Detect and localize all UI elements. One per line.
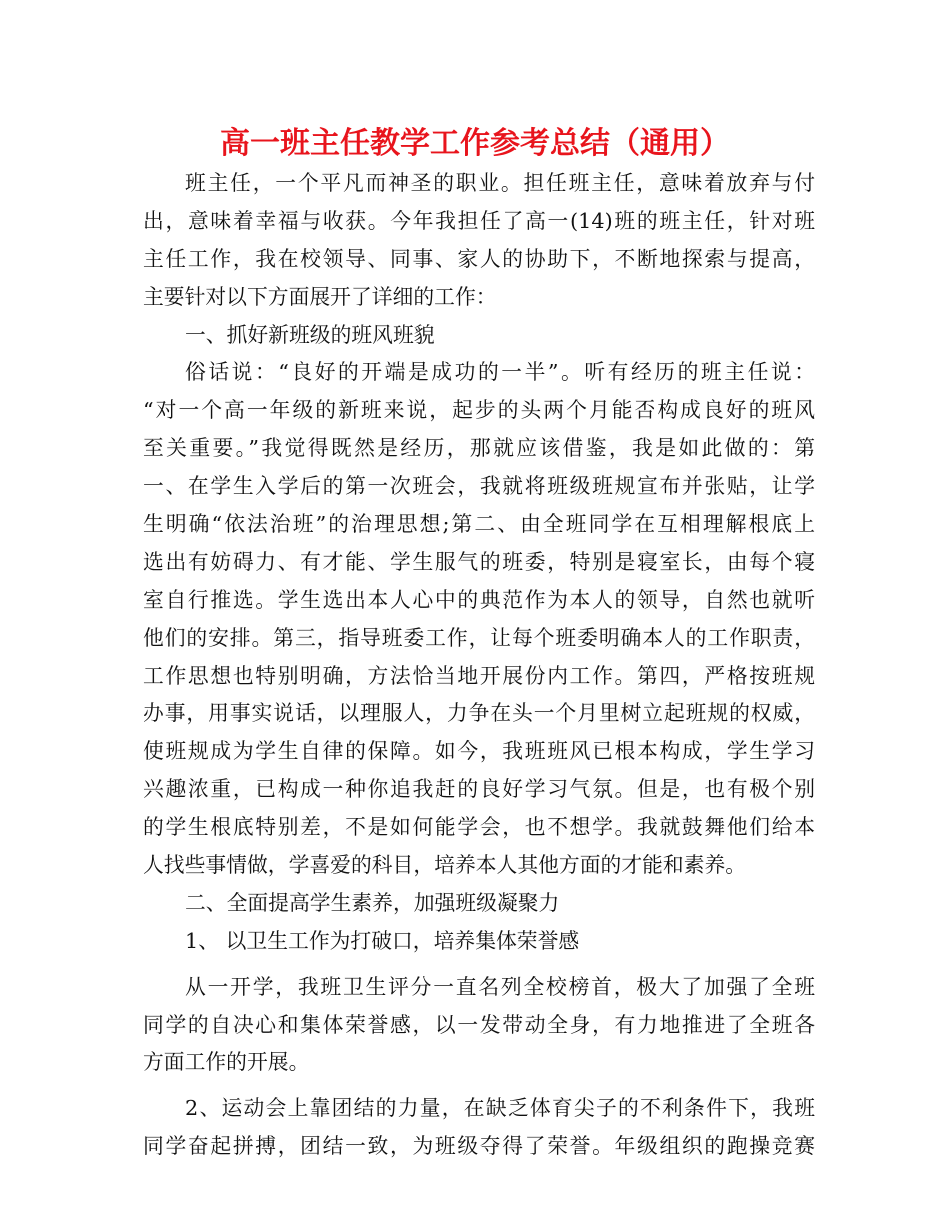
- paragraph-line: 班主任，一个平凡而神圣的职业。担任班主任，意味着放弃与付: [185, 171, 815, 195]
- paragraph-line: 2、运动会上靠团结的力量，在缺乏体育尖子的不利条件下，我班: [185, 1096, 815, 1121]
- section-heading: 二、全面提高学生素养，加强班级凝聚力: [185, 890, 560, 915]
- paragraph-line: 方面工作的开展。: [143, 1050, 310, 1075]
- paragraph-line: 办事，用事实说话，以理服人，力争在头一个月里树立起班规的权威，: [143, 701, 815, 726]
- paragraph-line: 工作思想也特别明确，方法恰当地开展份内工作。第四，严格按班规: [143, 663, 815, 688]
- paragraph-line: 兴趣浓重，已构成一种你追我赶的良好学习气氛。但是，也有极个别: [143, 777, 815, 802]
- paragraph-line: “对一个高一年级的新班来说，起步的头两个月能否构成良好的班风: [143, 398, 815, 423]
- paragraph-line: 室自行推选。学生选出本人心中的典范作为本人的领导，自然也就听: [143, 587, 815, 612]
- paragraph-line: 从一开学，我班卫生评分一直名列全校榜首，极大了加强了全班: [185, 974, 815, 999]
- paragraph-line: 出，意味着幸福与收获。今年我担任了高一(14)班的班主任，针对班: [143, 208, 815, 233]
- paragraph-line: 主要针对以下方面展开了详细的工作：: [143, 284, 497, 309]
- paragraph-line: 生明确“依法治班”的治理思想;第二、由全班同学在互相理解根底上: [143, 512, 815, 537]
- paragraph-line: 主任工作，我在校领导、同事、家人的协助下，不断地探索与提高，: [143, 246, 815, 271]
- section-heading: 一、抓好新班级的班风班貌: [185, 322, 435, 347]
- paragraph-line: 使班规成为学生自律的保障。如今，我班班风已根本构成，学生学习: [143, 739, 815, 764]
- paragraph-line: 俗话说：“良好的开端是成功的一半”。听有经历的班主任说：: [185, 360, 815, 385]
- paragraph-line: 同学奋起拼搏，团结一致，为班级夺得了荣誉。年级组织的跑操竞赛: [143, 1134, 815, 1159]
- paragraph-line: 的学生根底特别差，不是如何能学会，也不想学。我就鼓舞他们给本: [143, 815, 815, 840]
- document-title: 高一班主任教学工作参考总结（通用）: [220, 126, 730, 161]
- paragraph-line: 一、在学生入学后的第一次班会，我就将班级班规宣布并张贴，让学: [143, 474, 815, 499]
- paragraph-line: 人找些事情做，学喜爱的科目，培养本人其他方面的才能和素养。: [143, 853, 747, 878]
- subsection-heading: 1、 以卫生工作为打破口，培养集体荣誉感: [185, 928, 580, 953]
- paragraph-line: 至关重要。”我觉得既然是经历，那就应该借鉴，我是如此做的：第: [143, 436, 815, 461]
- paragraph-line: 选出有妨碍力、有才能、学生服气的班委，特别是寝室长，由每个寝: [143, 549, 815, 574]
- paragraph-line: 同学的自决心和集体荣誉感，以一发带动全身，有力地推进了全班各: [143, 1012, 815, 1037]
- document-body: [143, 165, 815, 1166]
- paragraph-line: 他们的安排。第三，指导班委工作，让每个班委明确本人的工作职责，: [143, 625, 815, 650]
